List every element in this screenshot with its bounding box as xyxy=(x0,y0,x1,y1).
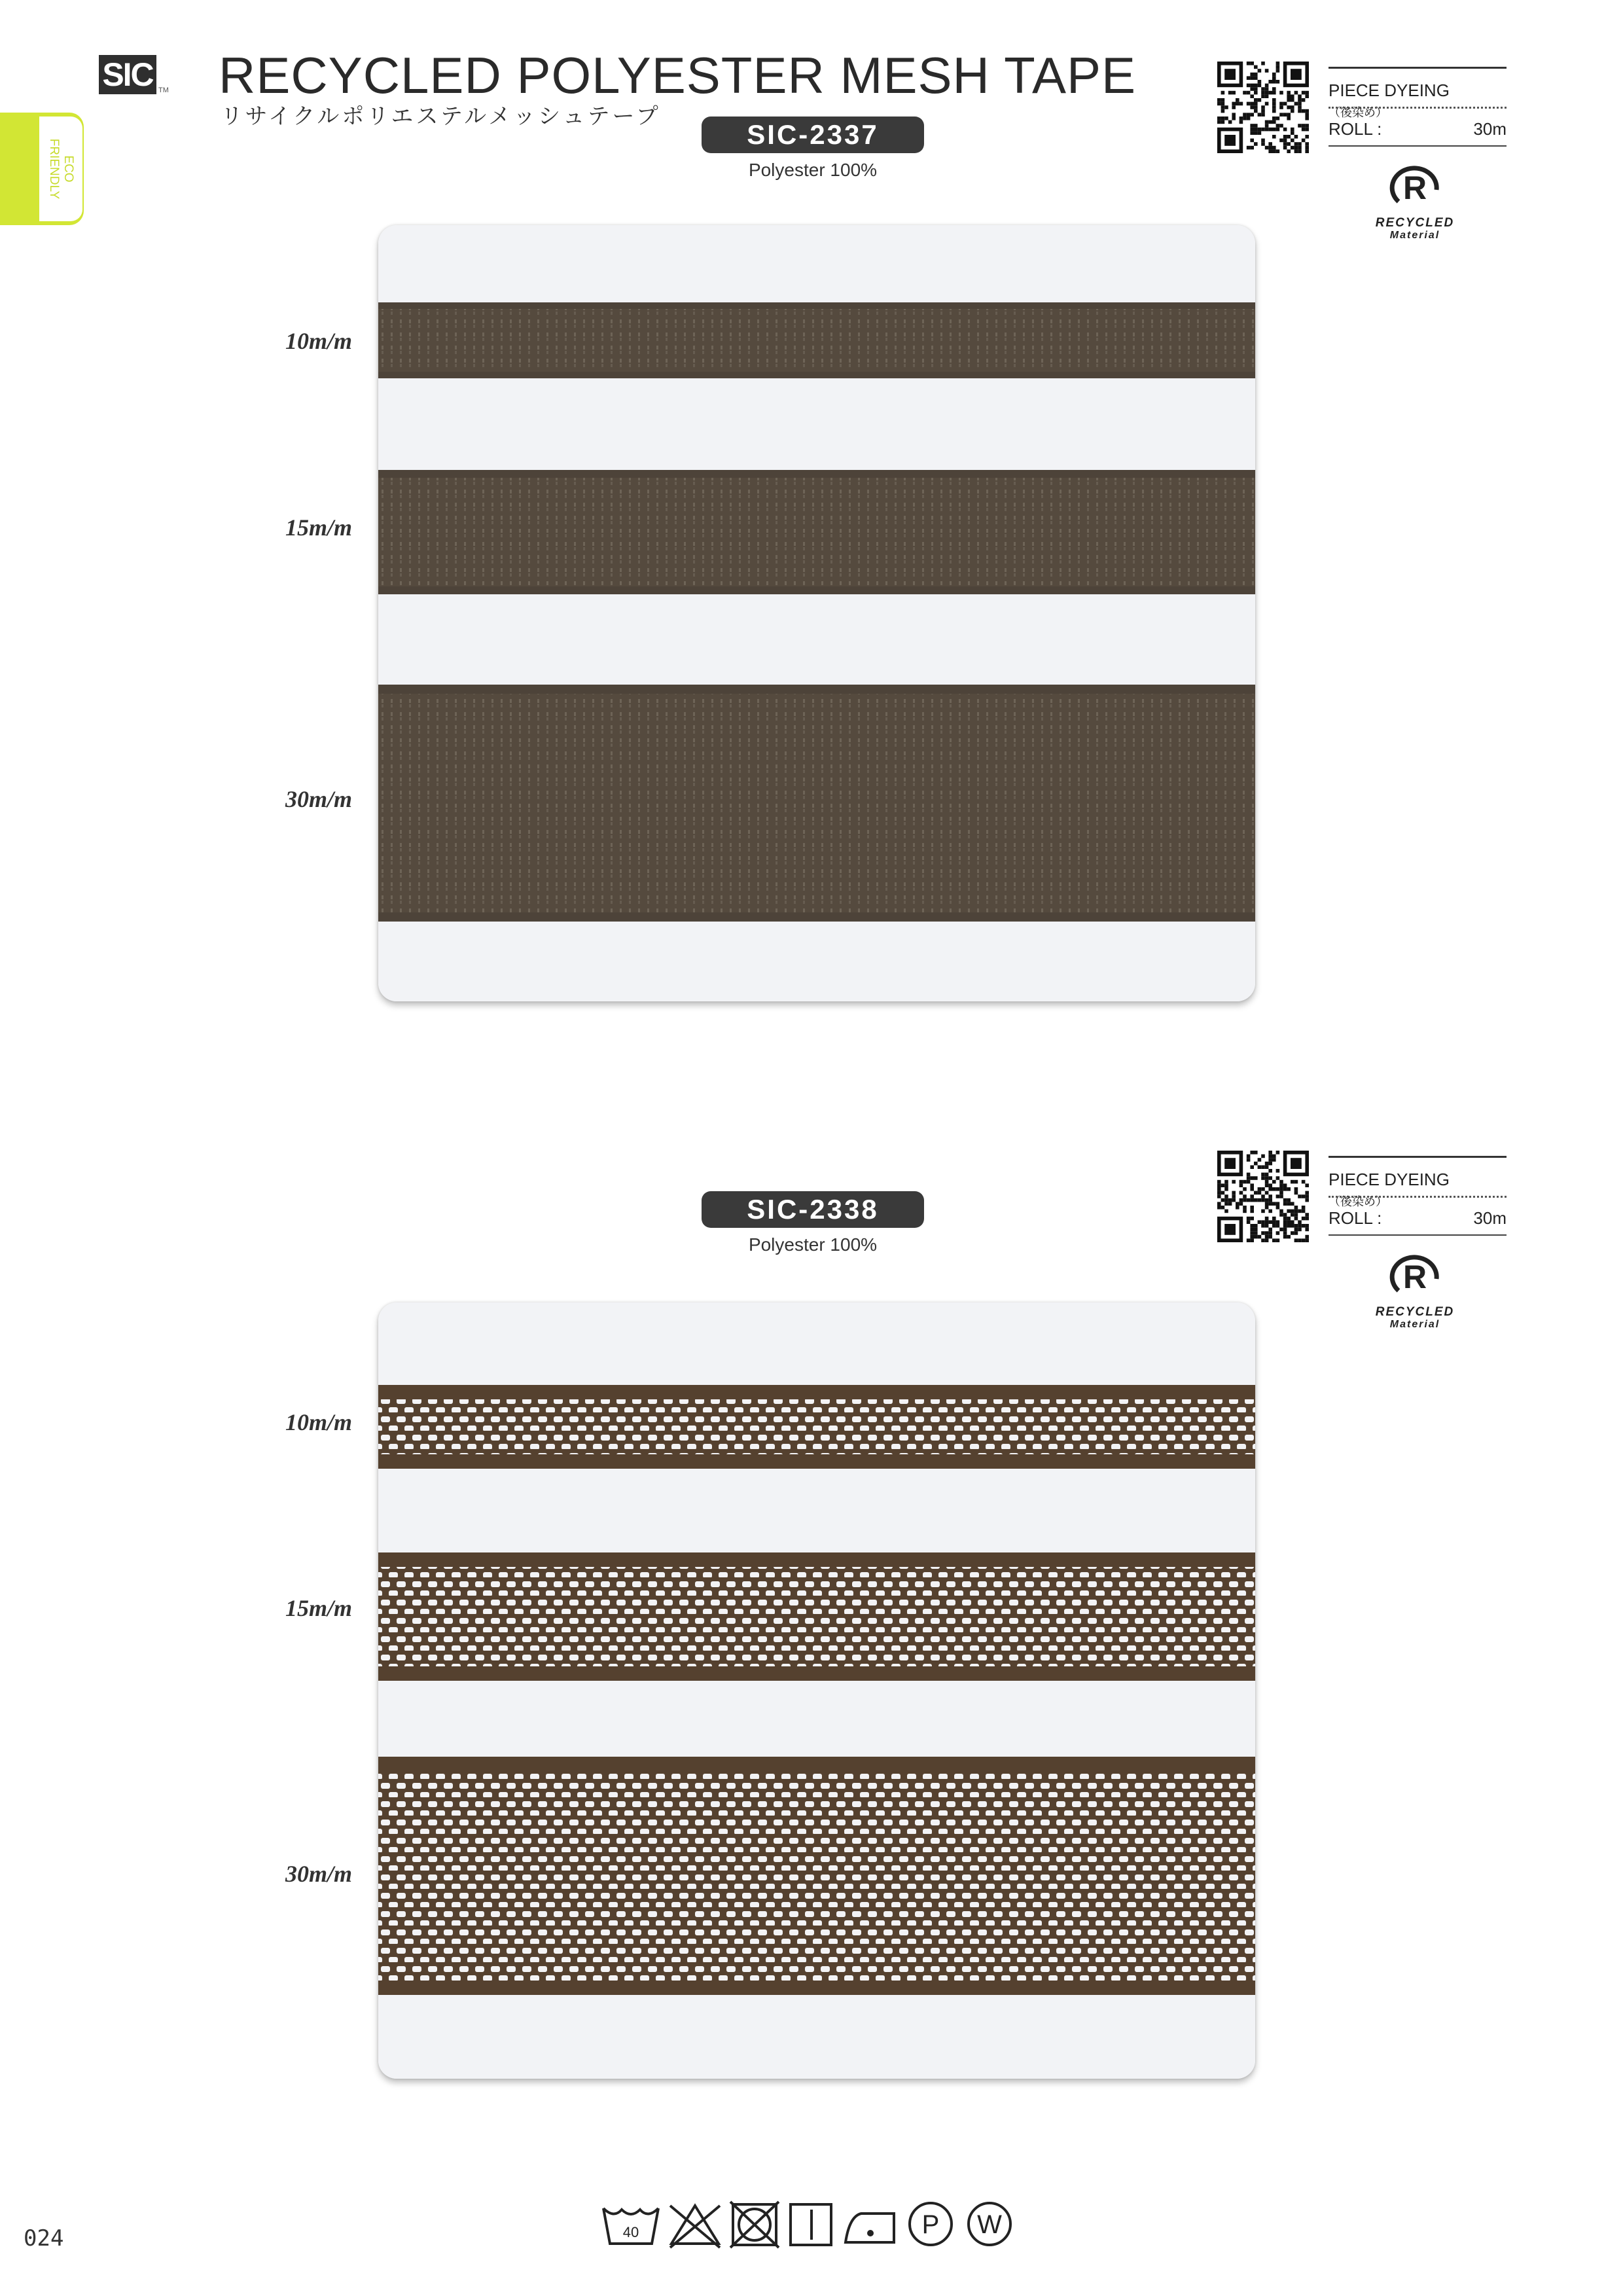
swatch-photo-sic-2338 xyxy=(378,1302,1255,2079)
roll-value: 30m xyxy=(1473,1208,1507,1228)
svg-text:40: 40 xyxy=(622,2224,639,2240)
piece-dyeing-label: PIECE DYEING xyxy=(1329,81,1450,100)
iron-low-icon xyxy=(846,2214,894,2242)
size-label-10mm: 10m/m xyxy=(285,1409,352,1435)
recycled-material-logo: R RECYCLED Material xyxy=(1363,1250,1467,1331)
spec-block xyxy=(1329,1156,1507,1236)
roll-label: ROLL : xyxy=(1329,1208,1382,1228)
size-label-30mm: 30m/m xyxy=(285,1861,352,1887)
piece-dyeing-jp: （後染め） xyxy=(1329,106,1387,120)
size-label-10mm: 10m/m xyxy=(285,328,352,354)
page-title: RECYCLED POLYESTER MESH TAPE xyxy=(219,46,1137,104)
svg-text:R: R xyxy=(1402,170,1427,206)
svg-text:P: P xyxy=(921,2210,940,2239)
no-tumble-dry-icon xyxy=(730,2202,779,2248)
recycled-r-icon xyxy=(1385,161,1444,213)
material-label: Polyester 100% xyxy=(748,1234,878,1255)
material-label: Polyester 100% xyxy=(748,160,878,180)
dry-clean-p-icon xyxy=(910,2203,952,2245)
recycled-r-icon xyxy=(1385,1250,1444,1302)
svg-text:R: R xyxy=(1402,1259,1427,1295)
eco-friendly-tab xyxy=(0,113,84,225)
line-dry-icon xyxy=(791,2204,831,2245)
wet-clean-w-icon xyxy=(969,2203,1010,2245)
no-bleach-icon xyxy=(670,2206,720,2248)
roll-value: 30m xyxy=(1473,119,1507,139)
qr-code-icon[interactable] xyxy=(1217,1151,1309,1242)
eco-friendly-label: ECO FRIENDLY xyxy=(47,138,75,200)
size-label-15mm: 15m/m xyxy=(285,514,352,541)
swatch-photo-sic-2337 xyxy=(378,225,1255,1001)
roll-label: ROLL : xyxy=(1329,119,1382,139)
piece-dyeing-label: PIECE DYEING xyxy=(1329,1170,1450,1189)
product-code-sic-2337: SIC-2337 xyxy=(702,117,924,153)
size-label-30mm: 30m/m xyxy=(285,786,352,812)
recycled-material-logo: R RECYCLED Material xyxy=(1363,161,1467,242)
svg-text:W: W xyxy=(977,2210,1002,2239)
spec-block xyxy=(1329,67,1507,147)
piece-dyeing-jp: （後染め） xyxy=(1329,1195,1387,1209)
wash-40-icon xyxy=(603,2208,658,2244)
care-symbols xyxy=(599,2197,1031,2255)
page-subtitle: リサイクルポリエステルメッシュテープ xyxy=(221,103,661,130)
logo-trademark: TM xyxy=(158,86,169,94)
sic-logo: SIC xyxy=(99,55,156,94)
qr-code-icon[interactable] xyxy=(1217,62,1309,153)
size-label-15mm: 15m/m xyxy=(285,1595,352,1621)
page-number: 024 xyxy=(24,2225,64,2251)
product-code-sic-2338: SIC-2338 xyxy=(702,1191,924,1228)
